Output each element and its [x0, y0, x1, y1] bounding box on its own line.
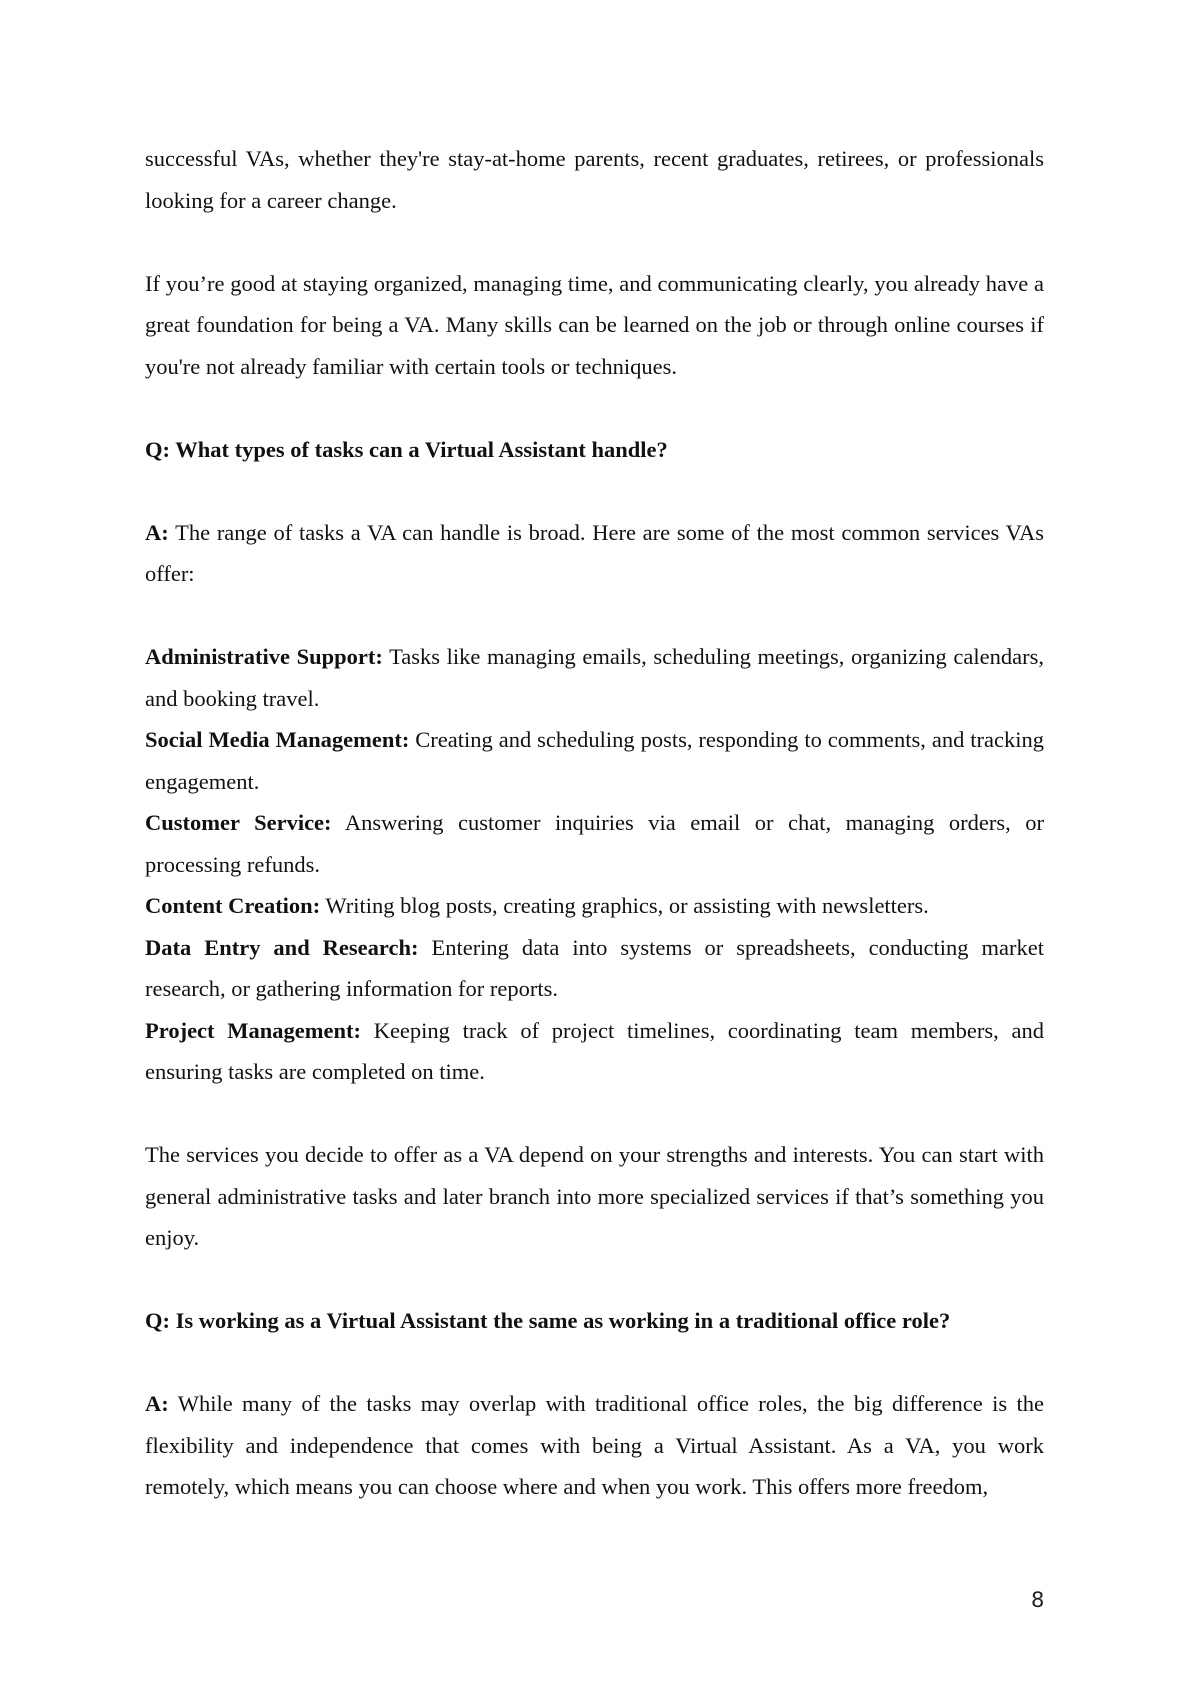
- question-task-types: Q: What types of tasks can a Virtual Assistant handle?: [145, 436, 668, 462]
- service-text: Answering customer inquiries via email or chat, managing orders, or processing refunds.: [145, 810, 1044, 877]
- service-item-administrative: [145, 636, 1044, 719]
- service-text: Entering data into systems or spreadsheets, conducting market research, or gathering information for reports.: [145, 934, 1044, 1001]
- paragraph-services-note: The services you decide to offer as a VA depend on your strengths and interests. You can start with general administrative tasks and later branch into more specialized services if that’s something you enjoy.: [145, 1142, 1044, 1250]
- service-item-social-media: [145, 719, 1044, 802]
- service-item-data-entry: [145, 927, 1044, 1010]
- service-label: Customer Service:: [145, 810, 332, 835]
- paragraph-intro: successful VAs, whether they're stay-at-home parents, recent graduates, retirees, or professionals looking for a career change.: [145, 146, 1044, 213]
- spacer: [145, 595, 1044, 637]
- spacer: [145, 470, 1044, 512]
- service-item-customer-service: [145, 802, 1044, 885]
- paragraph-skills: If you’re good at staying organized, managing time, and communicating clearly, you already have a great foundation for being a VA. Many skills can be learned on the job or through online courses if you're not already familiar with certain tools or techniques.: [145, 270, 1044, 379]
- spacer: [145, 387, 1044, 429]
- service-label: Content Creation:: [145, 893, 321, 918]
- answer-label: A:: [145, 519, 169, 545]
- service-label: Project Management:: [145, 1017, 361, 1043]
- answer-task-types: [145, 512, 1044, 595]
- service-item-project-management: [145, 1010, 1044, 1093]
- answer-office-comparison: [145, 1383, 1044, 1508]
- service-item-content-creation: [145, 885, 1044, 927]
- service-text: Tasks like managing emails, scheduling meetings, organizing calendars, and booking travel.: [145, 644, 1045, 711]
- service-text: Creating and scheduling posts, responding to comments, and tracking engagement.: [145, 727, 1044, 794]
- service-text: Keeping track of project timelines, coordinating team members, and ensuring tasks are completed on time.: [145, 1017, 1044, 1084]
- page-number: 8: [1031, 1588, 1045, 1612]
- service-label: Administrative Support:: [145, 644, 383, 669]
- question-office-comparison: Q: Is working as a Virtual Assistant the same as working in a traditional office role?: [145, 1308, 951, 1333]
- service-label: Social Media Management:: [145, 727, 410, 752]
- answer-label: A:: [145, 1391, 169, 1416]
- spacer: [145, 1342, 1044, 1384]
- answer-text: The range of tasks a VA can handle is broad. Here are some of the most common services VAs offer:: [145, 519, 1044, 586]
- spacer: [145, 1093, 1044, 1135]
- spacer: [145, 221, 1044, 263]
- service-label: Data Entry and Research:: [145, 934, 419, 960]
- spacer: [145, 1259, 1044, 1301]
- services-list: [145, 636, 1044, 1093]
- service-text: Writing blog posts, creating graphics, or assisting with newsletters.: [320, 893, 929, 918]
- answer-text: While many of the tasks may overlap with traditional office roles, the big difference is the flexibility and independence that comes with being a Virtual Assistant. As a VA, you work remotely, which means you can choose where and when you work. This offers more freedom,: [145, 1391, 1044, 1499]
- page-body: [145, 138, 1044, 1508]
